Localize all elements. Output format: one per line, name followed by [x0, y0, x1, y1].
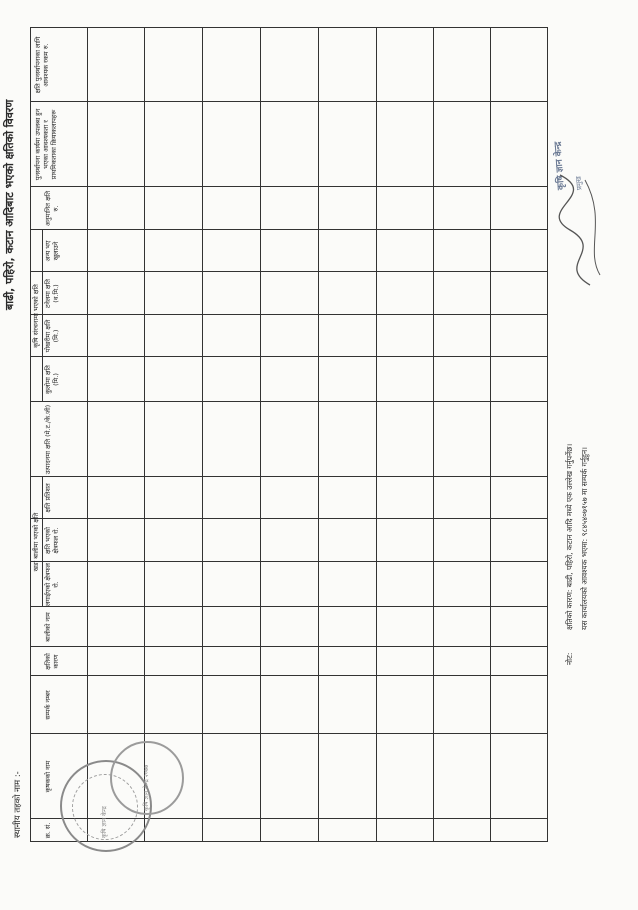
table-line: [30, 733, 548, 734]
table-line: [30, 675, 548, 676]
column-header-pond-loss: पोखरीमा क्षति (मि.): [44, 319, 60, 353]
table-line: [30, 606, 548, 607]
table-line: [318, 27, 319, 842]
group-header-infra-loss: कृषि संरचनामा भएको क्षति: [32, 284, 40, 348]
signature-stamp: कृषि ज्ञान केन्द्र: [553, 141, 567, 191]
office-seal-middle: [110, 741, 184, 815]
table-line: [30, 356, 548, 357]
table-line: [490, 27, 491, 842]
seal-text: कृषि ज्ञान केन्द्र: [101, 806, 108, 838]
column-header-other: अन्य भए खुलाउने: [44, 240, 60, 262]
seal-text: कृषि ज्ञान केन्द्र २०७७: [143, 764, 150, 811]
table-line: [376, 27, 377, 842]
table-line: [87, 27, 88, 842]
table-line: [30, 561, 548, 562]
table-line: [30, 518, 548, 519]
group-header-crop-loss: खडा बालीमा भएको क्षति: [32, 512, 40, 572]
handwritten-signature: [545, 170, 615, 290]
table-line: [30, 101, 548, 102]
group-divider: [42, 477, 43, 607]
column-header-serial: क्र. सं.: [44, 822, 52, 839]
table-line: [30, 27, 548, 28]
form-heading: बाढी, पहिरो, कटान आदिबाट भएको क्षतिको विवरण: [3, 99, 16, 310]
column-header-tunnel-loss: टनेलमा क्षति (व.मि.): [44, 279, 60, 308]
column-header-required-amount: क्षति पुनर्स्थापनाका लागि आवश्यक रकम रु.: [34, 36, 50, 94]
note-line-2: यस कार्यालयको आवश्यक भएमा: ९८४५४०७१५७ मा सम्पर्क गर्नुहुन।: [580, 446, 589, 630]
column-header-planted-area: लगाईएको क्षेत्रफल रो.: [44, 563, 60, 606]
column-header-farmer-name: कृषकको नाम: [44, 760, 52, 793]
column-header-damage-percent: क्षति प्रतिशत: [44, 483, 52, 513]
table-line: [30, 476, 548, 477]
table-line: [30, 186, 548, 187]
table-line: [30, 27, 31, 842]
damage-table: [30, 27, 548, 842]
group-divider: [42, 230, 43, 402]
column-header-contact: सम्पर्क नम्बर: [44, 690, 52, 720]
signature-stamp-title: प्रमुख: [574, 175, 584, 191]
note-line-1: क्षतिको कारण: बाढी, पहिरो, कटान आदि मध्ये एक उल्लेख गर्नुपर्नेछ।: [565, 443, 574, 630]
table-line: [260, 27, 261, 842]
table-line: [30, 271, 548, 272]
column-header-damaged-area: क्षति भएको क्षेत्रफल रो.: [44, 527, 60, 554]
column-header-production-loss: उत्पादनमा क्षति (मे.ट./के.जी): [44, 404, 52, 475]
column-header-crop-name: बालीको नाम: [44, 612, 52, 642]
table-line: [202, 27, 203, 842]
note-label: नोट:: [565, 652, 574, 665]
local-level-label: स्थानीय तहको नाम :-: [13, 771, 23, 838]
column-header-estimated-loss: अनुमानित क्षति रु.: [44, 190, 60, 227]
table-line: [144, 27, 145, 842]
column-header-cause: क्षतिको कारण: [44, 653, 60, 670]
table-line: [30, 401, 548, 402]
table-line: [547, 27, 548, 842]
table-line: [30, 314, 548, 315]
column-header-canal-loss: कुलोमा क्षति (मि.): [44, 365, 60, 394]
table-line: [30, 229, 548, 230]
column-header-rehab-activities: पुनर्स्थापना कार्यमा उपलब्ध हुन भएका आवश्यकता र प्राथमिकताका क्रियाकलापहरू: [34, 108, 58, 181]
table-line: [30, 646, 548, 647]
table-line: [433, 27, 434, 842]
